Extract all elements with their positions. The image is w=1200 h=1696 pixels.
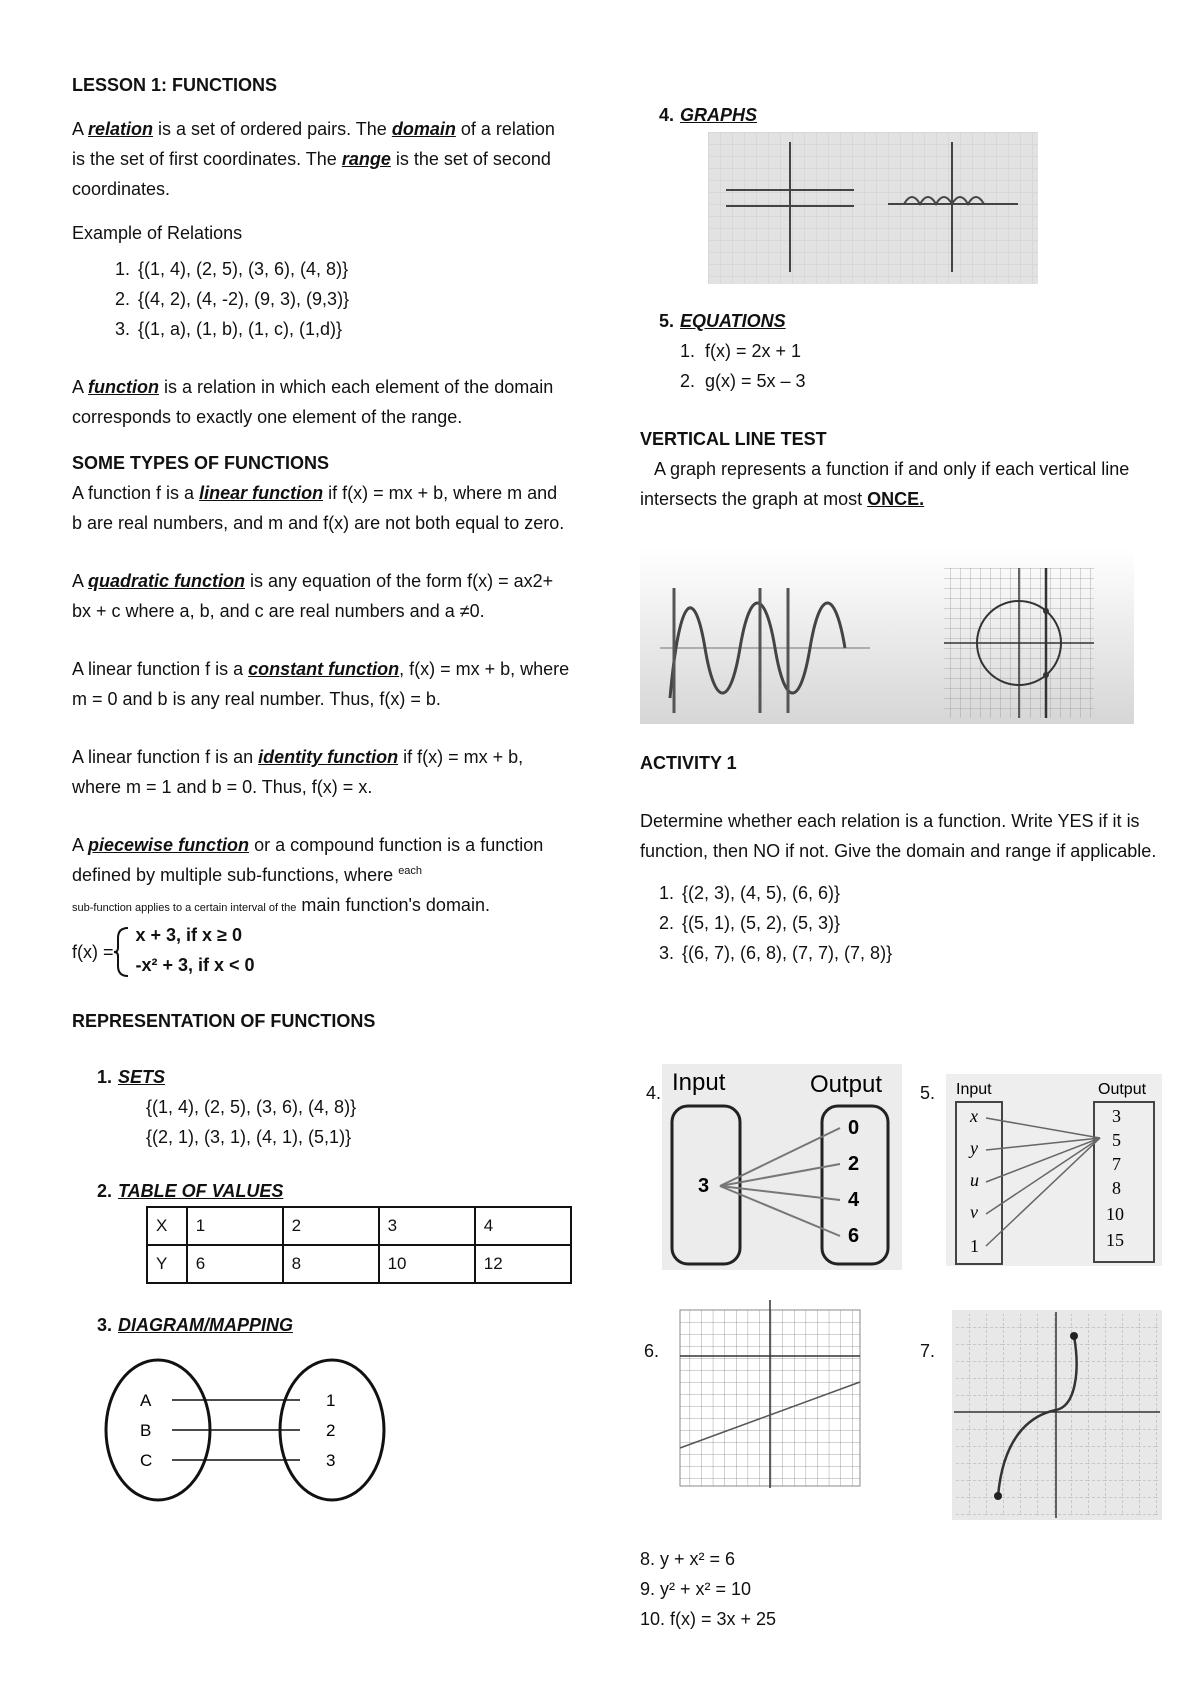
equation-10: 10. f(x) = 3x + 25: [640, 1609, 777, 1629]
item-5-in-x: x: [970, 1106, 978, 1126]
item-5-output-label: Output: [1098, 1081, 1147, 1098]
item-4-out-4: 4: [848, 1189, 860, 1211]
item-5-in-v: v: [970, 1202, 978, 1222]
item-5-input-label: Input: [956, 1081, 992, 1098]
list-item: 1. {(2, 3), (4, 5), (6, 6)}: [658, 883, 841, 903]
piece-1: x + 3, if x ≥ 0: [135, 925, 242, 945]
rep-heading: REPRESENTATION OF FUNCTIONS: [72, 1011, 376, 1031]
item-5-number: 5.: [920, 1083, 936, 1103]
item-5-in-y: y: [970, 1138, 978, 1158]
values-table: [146, 1206, 572, 1284]
item-5-out-7: 7: [1112, 1154, 1121, 1174]
examples-label: Example of Relations: [72, 223, 243, 243]
list-item: 1. {(1, 4), (2, 5), (3, 6), (4, 8)}: [114, 259, 349, 279]
map-right-3: 3: [326, 1451, 336, 1470]
equation-8: 8. y + x² = 6: [640, 1549, 736, 1569]
equation-1: 1. f(x) = 2x + 1: [680, 341, 802, 361]
item-7-number: 7.: [920, 1341, 936, 1361]
list-item: 3. {(6, 7), (6, 8), (7, 7), (7, 8)}: [658, 943, 893, 963]
item-5-out-8: 8: [1112, 1178, 1121, 1198]
types-heading: SOME TYPES OF FUNCTIONS: [72, 453, 330, 473]
equations-section: [640, 306, 1160, 514]
map-right-1: 1: [326, 1391, 336, 1410]
piece-2: -x² + 3, if x < 0: [135, 955, 255, 975]
vlt-heading: VERTICAL LINE TEST: [640, 429, 827, 449]
quadratic-paragraph: A quadratic function is any equation of the form f(x) = ax2+ bx + c where a, b, and c are real numbers and a ≠0.: [72, 571, 554, 621]
map-left-c: C: [140, 1451, 153, 1470]
sets-line-2: {(2, 1), (3, 1), (4, 1), (5,1)}: [146, 1127, 352, 1147]
map-right-2: 2: [326, 1421, 336, 1440]
table-heading: 2. TABLE OF VALUES: [96, 1181, 284, 1201]
list-item: 2. {(5, 1), (5, 2), (5, 3)}: [658, 913, 841, 933]
graphs-heading: 4. GRAPHS: [658, 105, 758, 125]
examples-list: [96, 254, 572, 344]
mapping-diagram: [100, 1354, 400, 1504]
sets-line-1: {(1, 4), (2, 5), (3, 6), (4, 8)}: [146, 1097, 357, 1117]
item-6-graph: [678, 1298, 864, 1490]
lesson-title: LESSON 1: FUNCTIONS: [72, 75, 278, 95]
item-5-out-5: 5: [1112, 1130, 1121, 1150]
piecewise-formula: f(x) = x + 3, if x ≥ 0 -x² + 3, if x < 0: [72, 922, 572, 982]
constant-paragraph: A linear function f is a constant function, f(x) = mx + b, where m = 0 and b is any real number. Thus, f(x) = b.: [72, 659, 570, 709]
table-row: X 1 2 3 4: [147, 1207, 571, 1245]
sets-heading: 1. SETS: [96, 1067, 166, 1087]
activity-section: [640, 748, 1160, 968]
item-4-out-0: 0: [848, 1117, 860, 1139]
list-item: 3. {(1, a), (1, b), (1, c), (1,d)}: [114, 319, 343, 339]
item-5-in-u: u: [970, 1170, 979, 1190]
identity-paragraph: A linear function f is an identity function if f(x) = mx + b, where m = 1 and b = 0. Thus, f(x) = x.: [72, 747, 524, 797]
map-left-a: A: [140, 1391, 152, 1410]
piecewise-paragraph: A piecewise function or a compound function is a function defined by multiple sub-functions, where $^{each}$ sub-function applies to a certain interval of the main function's domain.: [72, 835, 544, 915]
item-5-mapping: [946, 1074, 1162, 1266]
relation-paragraph: A relation is a set of ordered pairs. The domain of a relation is the set of first coordinates. The range is the set of second coordinates.: [72, 119, 555, 199]
diagram-heading: 3. DIAGRAM/MAPPING: [96, 1315, 293, 1335]
item-7-graph: [952, 1310, 1162, 1520]
table-row: Y 6 8 10 12: [147, 1245, 571, 1283]
vlt-text: A graph represents a function if and only if each vertical line intersects the graph at most ONCE.: [640, 459, 1130, 509]
graphs-image: [708, 132, 1038, 284]
equation-2: 2. g(x) = 5x – 3: [680, 371, 806, 391]
item-4-input-label: Input: [672, 1069, 726, 1096]
item-5-out-10: 10: [1106, 1204, 1124, 1224]
item-4-in-value: 3: [698, 1175, 710, 1197]
item-5-out-15: 15: [1106, 1230, 1124, 1250]
list-item: 2. {(4, 2), (4, -2), (9, 3), (9,3)}: [114, 289, 350, 309]
linear-paragraph: A function f is a linear function if f(x) = mx + b, where m and b are real numbers, and m and f(x) are not both equal to zero.: [72, 483, 565, 533]
activity-heading: ACTIVITY 1: [640, 753, 737, 773]
item-4-out-6: 6: [848, 1225, 860, 1247]
item-4-out-2: 2: [848, 1153, 860, 1175]
item-5-out-3: 3: [1112, 1106, 1121, 1126]
item-4-number: 4.: [646, 1083, 662, 1103]
function-paragraph: A function is a relation in which each element of the domain corresponds to exactly one element of the range.: [72, 377, 554, 427]
right-column: [640, 100, 1160, 130]
activity-list: [640, 878, 1160, 968]
activity-instructions: Determine whether each relation is a function. Write YES if it is function, then NO if not. Give the domain and range if applicable.: [640, 811, 1157, 861]
equation-items: [640, 1544, 1160, 1634]
brace-icon: [114, 926, 130, 978]
left-column: [72, 70, 572, 1513]
item-6-number: 6.: [644, 1341, 660, 1361]
equation-9: 9. y² + x² = 10: [640, 1579, 752, 1599]
item-5-in-1: 1: [970, 1236, 979, 1256]
equations-heading: 5. EQUATIONS: [658, 311, 786, 331]
map-left-b: B: [140, 1421, 152, 1440]
item-4-output-label: Output: [810, 1071, 883, 1098]
vertical-line-test-image: [640, 548, 1134, 724]
item-4-mapping: [662, 1064, 902, 1270]
